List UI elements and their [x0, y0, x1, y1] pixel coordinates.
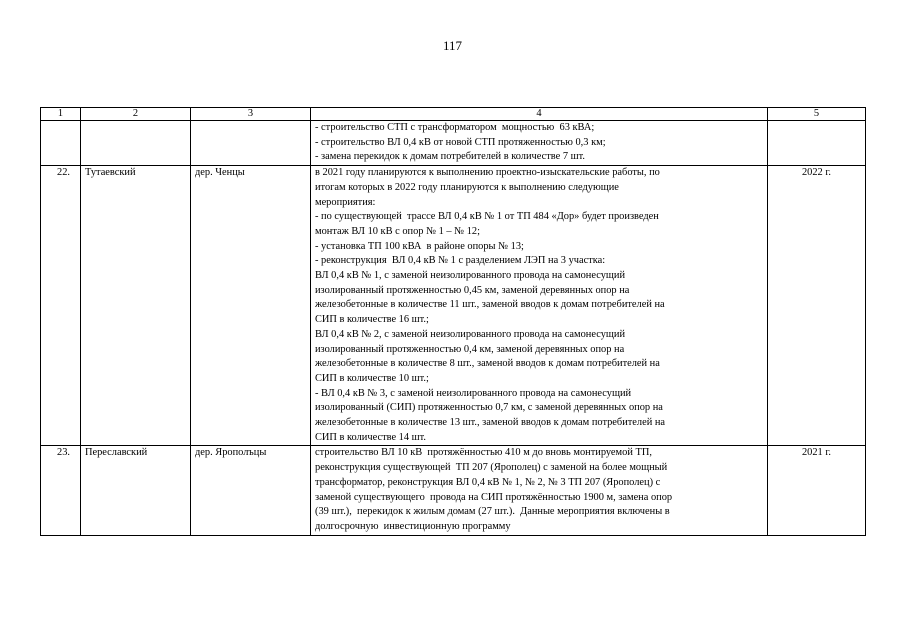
- cell-village: дер. Ярополъцы: [191, 446, 311, 535]
- works-line: итогам которых в 2022 году планируются к выполнению следующие: [315, 181, 619, 193]
- works-line: в 2021 году планируются к выполнению проектно-изыскательские работы, по: [315, 167, 660, 179]
- works-line: изолированный (СИП) протяженностью 0,7 км, с заменой деревянных опор на: [315, 402, 663, 414]
- works-line: долгосрочную инвестиционную программу: [315, 520, 511, 532]
- works-line: мероприятия:: [315, 196, 376, 208]
- table-header-row: [41, 108, 866, 121]
- header-col-4: 4: [311, 108, 768, 121]
- works-line: - установка ТП 100 кВА в районе опоры № 13;: [315, 240, 524, 252]
- header-col-2: 2: [81, 108, 191, 121]
- works-line: СИП в количестве 10 шт.;: [315, 372, 429, 384]
- works-table: [40, 107, 866, 536]
- works-line: ВЛ 0,4 кВ № 1, с заменой неизолированного провода на самонесущий: [315, 270, 626, 282]
- cell-works: [311, 166, 768, 446]
- works-line: трансформатор, реконструкция ВЛ 0,4 кВ № 1, № 2, № 3 ТП 207 (Ярополец) с: [315, 476, 661, 488]
- cell-district: Тутаевский: [81, 166, 191, 446]
- works-line: железобетонные в количестве 13 шт., заменой вводов к домам потребителей на: [315, 417, 666, 429]
- works-line: - строительство СТП с трансформатором мощностью 63 кВА;: [315, 122, 595, 133]
- cell-num: [41, 121, 81, 166]
- works-line: - по существующей трассе ВЛ 0,4 кВ № 1 от ТП 484 «Дор» будет произведен: [315, 211, 659, 223]
- cell-num: 22.: [41, 166, 81, 446]
- table-row-22: [41, 166, 866, 446]
- works-line: монтаж ВЛ 10 кВ с опор № 1 – № 12;: [315, 225, 480, 237]
- works-line: (39 шт.), перекидок к жилым домам (27 шт.). Данные мероприятия включены в: [315, 506, 670, 518]
- cell-num: 23.: [41, 446, 81, 535]
- cell-year: [768, 121, 866, 166]
- page-number: 117: [442, 38, 463, 53]
- works-line: СИП в количестве 14 шт.: [315, 431, 427, 443]
- table-row-23: [41, 446, 866, 535]
- works-line: реконструкция существующей ТП 207 (Ярополец) с заменой на более мощный: [315, 462, 668, 474]
- works-line: ВЛ 0,4 кВ № 2, с заменой неизолированного провода на самонесущий: [315, 328, 626, 340]
- header-col-5: 5: [768, 108, 866, 121]
- cell-year: 2021 г.: [768, 446, 866, 535]
- works-line: заменой существующего провода на СИП протяжённостью 1900 м, замена опор: [315, 491, 673, 503]
- cell-district: [81, 121, 191, 166]
- works-line: изолированный протяженностью 0,45 км, заменой деревянных опор на: [315, 284, 630, 296]
- header-col-3: 3: [191, 108, 311, 121]
- header-col-1: 1: [41, 108, 81, 121]
- works-line: - замена перекидок к домам потребителей в количестве 7 шт.: [315, 151, 585, 163]
- works-line: - строительство ВЛ 0,4 кВ от новой СТП протяженностью 0,3 км;: [315, 136, 606, 148]
- cell-works: [311, 121, 768, 166]
- works-line: СИП в количестве 16 шт.;: [315, 314, 429, 326]
- works-line: строительство ВЛ 10 кВ протяжённостью 410 м до вновь монтируемой ТП,: [315, 447, 652, 459]
- works-line: - ВЛ 0,4 кВ № 3, с заменой неизолированного провода на самонесущий: [315, 387, 632, 399]
- cell-village: [191, 121, 311, 166]
- cell-district: Переславский: [81, 446, 191, 535]
- cell-works: [311, 446, 768, 535]
- table-row-continuation: [41, 121, 866, 166]
- works-line: железобетонные в количестве 11 шт., заменой вводов к домам потребителей на: [315, 299, 665, 311]
- cell-year: 2022 г.: [768, 166, 866, 446]
- works-line: - реконструкция ВЛ 0,4 кВ № 1 с разделением ЛЭП на 3 участка:: [315, 255, 606, 267]
- works-line: железобетонные в количестве 8 шт., заменой вводов к домам потребителей на: [315, 358, 660, 370]
- cell-village: дер. Ченцы: [191, 166, 311, 446]
- works-line: изолированный протяженностью 0,4 км, заменой деревянных опор на: [315, 343, 625, 355]
